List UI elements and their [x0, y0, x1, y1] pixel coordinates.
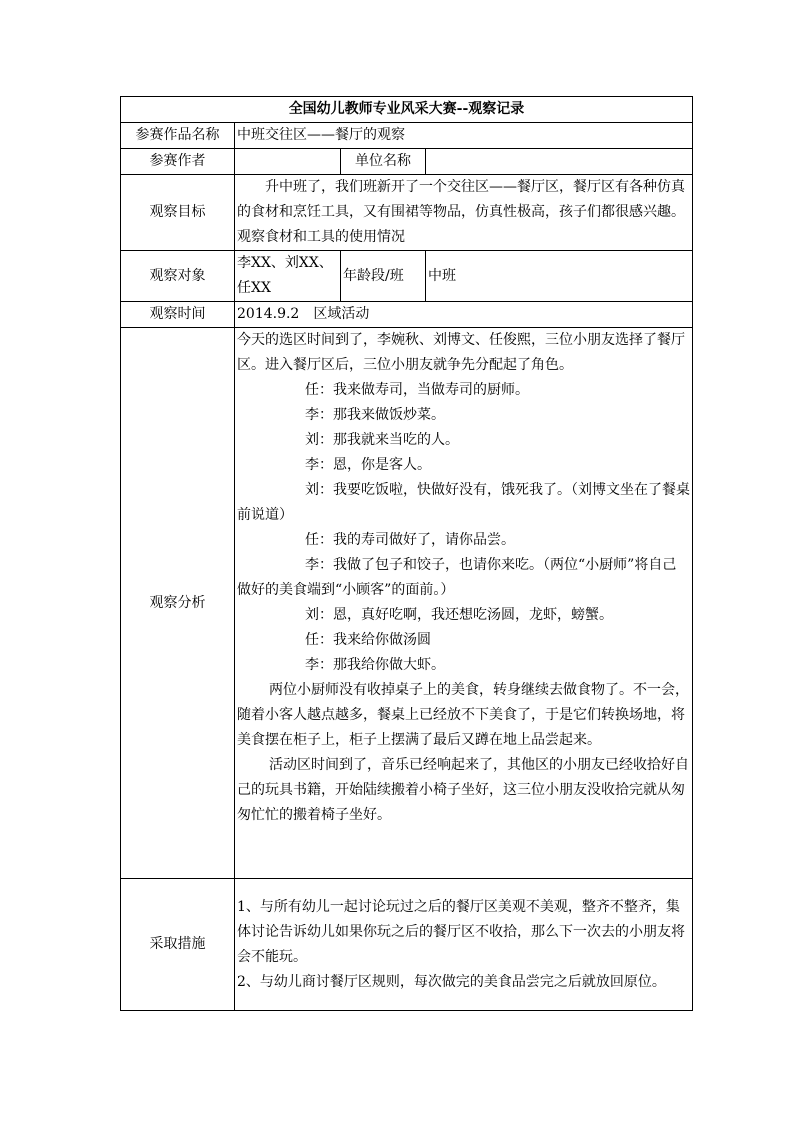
- unit-value: [426, 149, 693, 175]
- work-name-label: 参赛作品名称: [121, 123, 235, 149]
- unit-label: 单位名称: [341, 149, 426, 175]
- target-value: 李XX、刘XX、任XX: [235, 251, 341, 302]
- dialogue-line: 任：我来给你做汤圆: [305, 632, 431, 648]
- record-title: 全国幼儿教师专业风采大赛--观察记录: [121, 97, 693, 123]
- measure-item: 2、与幼儿商讨餐厅区规则，每次做完的美食品尝完之后就放回原位。: [237, 973, 666, 990]
- dialogue-line: 李：恩，你是客人。: [305, 457, 431, 473]
- age-label: 年龄段/班: [341, 251, 426, 302]
- measures-label: 采取措施: [121, 879, 235, 1011]
- dialogue-line: 李：那我来做饭炒菜。: [305, 407, 445, 423]
- time-label: 观察时间: [121, 302, 235, 328]
- dialogue-line: 刘：我要吃饭啦，快做好没有，饿死我了。（刘博文坐在了餐桌前说道）: [237, 482, 690, 523]
- goal-text: 升中班了，我们班新开了一个交往区——餐厅区，餐厅区有各种仿真的食材和烹饪工具，又有围裙等物品，仿真性极高，孩子们都很感兴趣。观察食材和工具的使用情况: [237, 179, 685, 245]
- measures-cell: [235, 879, 693, 1011]
- measure-item: 1、与所有幼儿一起讨论玩过之后的餐厅区美观不美观，整齐不整齐，集体讨论告诉幼儿如果你玩之后的餐厅区不收拾，那么下一次去的小朋友将会不能玩。: [237, 898, 685, 965]
- dialogue-line: 李：那我给你做大虾。: [305, 657, 445, 673]
- dialogue-line: 任：我的寿司做好了，请你品尝。: [305, 532, 515, 548]
- dialogue-line: 刘：那我就来当吃的人。: [305, 432, 459, 448]
- dialogue-line: 刘：恩，真好吃啊，我还想吃汤圆，龙虾，螃蟹。: [305, 607, 613, 623]
- author-label: 参赛作者: [121, 149, 235, 175]
- analysis-label: 观察分析: [121, 328, 235, 879]
- work-name-value: 中班交往区——餐厅的观察: [235, 123, 693, 149]
- author-value: [235, 149, 341, 175]
- analysis-paragraph: 活动区时间到了，音乐已经响起来了，其他区的小朋友已经收拾好自己的玩具书籍，开始陆续搬着小椅子坐好，这三位小朋友没收拾完就从匆匆忙忙的搬着椅子坐好。: [237, 757, 689, 823]
- dialogue-line: 李：我做了包子和饺子，也请你来吃。（两位“小厨师”将自己做好的美食端到“小顾客”的面前。）: [237, 557, 677, 598]
- goal-label: 观察目标: [121, 175, 235, 251]
- analysis-paragraph: 两位小厨师没有收掉桌子上的美食，转身继续去做食物了。不一会，随着小客人越点越多，餐桌上已经放不下美食了，于是它们转换场地，将美食摆在柜子上，柜子上摆满了最后又蹲在地上品尝起来。: [237, 682, 689, 748]
- age-value: 中班: [426, 251, 693, 302]
- time-value: 2014.9.2 区域活动: [235, 302, 693, 328]
- analysis-cell: [235, 328, 693, 879]
- goal-cell: [235, 175, 693, 251]
- target-label: 观察对象: [121, 251, 235, 302]
- analysis-intro: 今天的选区时间到了，李婉秋、刘博文、任俊熙，三位小朋友选择了餐厅区。进入餐厅区后，三位小朋友就争先分配起了角色。: [237, 332, 685, 373]
- observation-record-table: [120, 96, 693, 1011]
- dialogue-line: 任：我来做寿司，当做寿司的厨师。: [305, 382, 529, 398]
